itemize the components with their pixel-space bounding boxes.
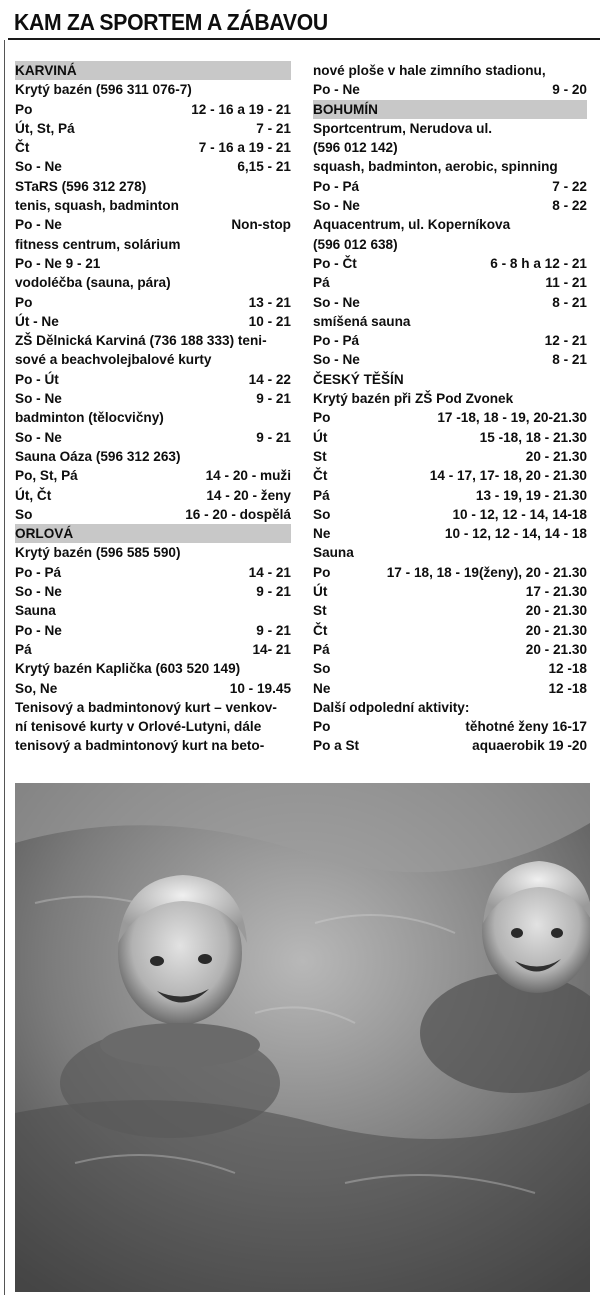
left-row xyxy=(15,447,291,466)
right-row-label: Pá xyxy=(313,641,330,657)
right-row-label: St xyxy=(313,448,327,464)
right-row xyxy=(313,196,587,215)
left-row xyxy=(15,524,291,543)
right-row-label: (596 012 638) xyxy=(313,236,398,252)
left-row-value: 9 - 21 xyxy=(256,584,291,600)
left-row-label: Sauna xyxy=(15,603,56,619)
left-row-label: Po - Ne xyxy=(15,217,62,233)
left-row-label: Krytý bazén Kaplička (603 520 149) xyxy=(15,661,241,677)
right-row xyxy=(313,331,587,350)
right-row-value: 8 - 21 xyxy=(552,294,587,310)
right-row xyxy=(313,254,587,273)
right-column xyxy=(313,61,587,756)
left-row-value: 9 - 21 xyxy=(256,622,291,638)
right-row-value: těhotné ženy 16-17 xyxy=(465,719,587,735)
right-row-label: ČESKÝ TĚŠÍN xyxy=(313,371,404,387)
right-row-value: 20 - 21.30 xyxy=(525,448,587,464)
left-row-label: Sauna Oáza (596 312 263) xyxy=(15,448,181,464)
right-row-value: 8 - 22 xyxy=(552,198,587,214)
right-row-label: Pá xyxy=(313,487,330,503)
right-row xyxy=(313,543,587,562)
left-row-label: Krytý bazén (596 311 076-7) xyxy=(15,82,192,98)
right-row xyxy=(313,582,587,601)
left-row xyxy=(15,466,291,485)
left-row xyxy=(15,563,291,582)
left-row-value: Non-stop xyxy=(231,217,291,233)
right-row-label: Po xyxy=(313,410,331,426)
right-row-value: 11 - 21 xyxy=(545,275,587,291)
left-row-label: Po xyxy=(15,294,33,310)
right-row xyxy=(313,717,587,736)
right-row-label: Pá xyxy=(313,275,330,291)
right-row xyxy=(313,505,587,524)
left-row xyxy=(15,177,291,196)
left-row-label: KARVINÁ xyxy=(15,63,77,78)
right-row-label: Další odpolední aktivity: xyxy=(313,699,470,715)
title-divider xyxy=(8,38,600,40)
right-row xyxy=(313,119,587,138)
left-row xyxy=(15,331,291,350)
right-row xyxy=(313,640,587,659)
left-row-label: Po - Ne 9 - 21 xyxy=(15,255,101,271)
right-row xyxy=(313,679,587,698)
right-row-value: 12 -18 xyxy=(548,680,587,696)
left-row-label: Po, St, Pá xyxy=(15,468,78,484)
right-row-label: Čt xyxy=(313,622,328,638)
left-row xyxy=(15,621,291,640)
left-row xyxy=(15,408,291,427)
right-row xyxy=(313,370,587,389)
left-row-value: 14 - 21 xyxy=(248,564,291,580)
left-row xyxy=(15,698,291,717)
left-row xyxy=(15,61,291,80)
right-row xyxy=(313,389,587,408)
right-row xyxy=(313,273,587,292)
right-row-label: (596 012 142) xyxy=(313,140,398,156)
right-row-value: 17 - 18, 18 - 19(ženy), 20 - 21.30 xyxy=(386,564,587,580)
right-row xyxy=(313,350,587,369)
right-row-label: Út xyxy=(313,429,328,445)
right-row xyxy=(313,698,587,717)
right-row xyxy=(313,157,587,176)
right-row-label: Krytý bazén při ZŠ Pod Zvonek xyxy=(313,391,514,407)
left-row xyxy=(15,736,291,755)
left-row-value: 10 - 21 xyxy=(248,313,291,329)
right-row xyxy=(313,408,587,427)
left-row xyxy=(15,196,291,215)
right-row xyxy=(313,736,587,755)
left-row-label: fitness centrum, solárium xyxy=(15,236,181,252)
right-row-label: Po - Čt xyxy=(313,255,357,271)
left-row xyxy=(15,582,291,601)
right-row xyxy=(313,466,587,485)
left-row xyxy=(15,312,291,331)
right-row xyxy=(313,80,587,99)
right-row-label: Po xyxy=(313,564,331,580)
left-row-label: ORLOVÁ xyxy=(15,526,74,542)
page-title: KAM ZA SPORTEM A ZÁBAVOU xyxy=(14,9,328,35)
right-row xyxy=(313,563,587,582)
right-row-label: squash, badminton, aerobic, spinning xyxy=(313,159,558,175)
right-row-label: Čt xyxy=(313,468,328,484)
left-row-value: 9 - 21 xyxy=(256,429,291,445)
right-row-value: 14 - 17, 17- 18, 20 - 21.30 xyxy=(429,468,587,484)
left-row-label: Po - Út xyxy=(15,371,59,387)
right-row-label: nové ploše v hale zimního stadionu, xyxy=(313,63,546,78)
left-row xyxy=(15,293,291,312)
right-row-value: 15 -18, 18 - 21.30 xyxy=(479,429,587,445)
left-row-label: So - Ne xyxy=(15,429,62,445)
left-row-label: Čt xyxy=(15,140,30,156)
right-row-label: So - Ne xyxy=(313,198,360,214)
left-row-label: Po - Ne xyxy=(15,622,62,638)
right-row xyxy=(313,659,587,678)
right-row-value: 9 - 20 xyxy=(552,82,587,98)
right-row xyxy=(313,235,587,254)
left-row-value: 12 - 16 a 19 - 21 xyxy=(191,101,291,117)
left-row xyxy=(15,273,291,292)
right-row xyxy=(313,177,587,196)
right-row-value: 10 - 12, 12 - 14, 14-18 xyxy=(452,506,587,522)
left-row xyxy=(15,370,291,389)
left-row xyxy=(15,601,291,620)
right-row-value: 13 - 19, 19 - 21.30 xyxy=(475,487,587,503)
right-row-label: Aquacentrum, ul. Koperníkova xyxy=(313,217,511,233)
left-row xyxy=(15,157,291,176)
left-row-label: STaRS (596 312 278) xyxy=(15,178,147,194)
right-row-value: 10 - 12, 12 - 14, 14 - 18 xyxy=(444,526,587,542)
right-row-value: 17 -18, 18 - 19, 20-21.30 xyxy=(437,410,587,426)
right-row-label: So - Ne xyxy=(313,352,360,368)
right-row xyxy=(313,486,587,505)
right-row-label: smíšená sauna xyxy=(313,313,411,329)
right-row-value: 12 -18 xyxy=(548,661,587,677)
left-row xyxy=(15,119,291,138)
right-row-label: Po - Ne xyxy=(313,82,360,98)
right-row-value: 7 - 22 xyxy=(552,178,587,194)
left-row-label: Krytý bazén (596 585 590) xyxy=(15,545,181,561)
left-row xyxy=(15,659,291,678)
right-row-label: Po - Pá xyxy=(313,333,360,349)
photo-children-swimming xyxy=(15,783,590,1292)
left-row xyxy=(15,350,291,369)
left-row-label: So - Ne xyxy=(15,584,62,600)
right-row-label: Ne xyxy=(313,526,331,542)
left-row-label: Tenisový a badmintonový kurt – venkov- xyxy=(15,699,277,715)
left-row-value: 14 - 20 - ženy xyxy=(206,487,291,503)
left-row xyxy=(15,505,291,524)
right-row xyxy=(313,447,587,466)
left-row xyxy=(15,389,291,408)
right-row-label: BOHUMÍN xyxy=(313,101,378,117)
left-row-label: tenis, squash, badminton xyxy=(15,198,179,214)
right-row-label: Sportcentrum, Nerudova ul. xyxy=(313,120,493,136)
right-row-value: 20 - 21.30 xyxy=(525,641,587,657)
right-row-label: Ne xyxy=(313,680,331,696)
right-row-value: 20 - 21.30 xyxy=(525,622,587,638)
right-row-value: 6 - 8 h a 12 - 21 xyxy=(490,255,587,271)
left-row-value: 14 - 20 - muži xyxy=(205,468,291,484)
left-row-label: tenisový a badmintonový kurt na beto- xyxy=(15,738,265,754)
left-column xyxy=(15,61,291,756)
right-row-label: So xyxy=(313,661,331,677)
left-row xyxy=(15,100,291,119)
left-row-label: sové a beachvolejbalové kurty xyxy=(15,352,212,368)
left-row xyxy=(15,640,291,659)
right-row xyxy=(313,524,587,543)
right-row-value: aquaerobik 19 -20 xyxy=(472,738,587,754)
left-row-value: 7 - 21 xyxy=(256,120,291,136)
left-row xyxy=(15,717,291,736)
left-row-value: 14- 21 xyxy=(252,641,291,657)
right-row-value: 20 - 21.30 xyxy=(525,603,587,619)
left-row xyxy=(15,235,291,254)
left-row xyxy=(15,543,291,562)
photo-image xyxy=(15,783,590,1292)
right-row-label: Po a St xyxy=(313,738,360,754)
left-row-value: 6,15 - 21 xyxy=(237,159,291,175)
right-row xyxy=(313,601,587,620)
left-row-label: So, Ne xyxy=(15,680,58,696)
column-border xyxy=(4,40,5,1295)
left-row-label: vodoléčba (sauna, pára) xyxy=(15,275,171,291)
left-row xyxy=(15,679,291,698)
right-row-label: So - Ne xyxy=(313,294,360,310)
left-row-label: ní tenisové kurty v Orlové-Lutyni, dále xyxy=(15,719,262,735)
right-row-label: Po - Pá xyxy=(313,178,360,194)
left-row-label: Po xyxy=(15,101,33,117)
right-row xyxy=(313,215,587,234)
right-row-value: 8 - 21 xyxy=(552,352,587,368)
left-row-value: 10 - 19.45 xyxy=(229,680,291,696)
right-row xyxy=(313,293,587,312)
left-row-value: 13 - 21 xyxy=(248,294,291,310)
left-row xyxy=(15,215,291,234)
left-row-label: Pá xyxy=(15,641,32,657)
right-row xyxy=(313,428,587,447)
left-row-value: 14 - 22 xyxy=(248,371,291,387)
left-row-label: Út - Ne xyxy=(15,313,59,329)
right-row xyxy=(313,621,587,640)
left-row-value: 16 - 20 - dospělá xyxy=(185,506,291,522)
right-row xyxy=(313,61,587,80)
right-row-label: Po xyxy=(313,719,331,735)
left-row-label: Po - Pá xyxy=(15,564,62,580)
left-row xyxy=(15,80,291,99)
left-row-label: So - Ne xyxy=(15,391,62,407)
left-row xyxy=(15,254,291,273)
right-row-label: Sauna xyxy=(313,545,354,561)
right-row-value: 17 - 21.30 xyxy=(525,584,587,600)
left-row-label: So xyxy=(15,506,33,522)
right-row xyxy=(313,100,587,119)
left-row-label: Út, Čt xyxy=(15,487,52,503)
right-row-label: Út xyxy=(313,584,328,600)
right-row-value: 12 - 21 xyxy=(544,333,587,349)
right-row xyxy=(313,138,587,157)
left-row-label: ZŠ Dělnická Karviná (736 188 333) teni- xyxy=(15,333,267,349)
left-row xyxy=(15,138,291,157)
left-row-label: Út, St, Pá xyxy=(15,120,75,136)
right-row-label: So xyxy=(313,506,331,522)
right-row-label: St xyxy=(313,603,327,619)
left-row-value: 9 - 21 xyxy=(256,391,291,407)
left-row xyxy=(15,486,291,505)
right-row xyxy=(313,312,587,331)
left-row-label: So - Ne xyxy=(15,159,62,175)
left-row-value: 7 - 16 a 19 - 21 xyxy=(198,140,291,156)
left-row xyxy=(15,428,291,447)
left-row-label: badminton (tělocvičny) xyxy=(15,410,164,426)
